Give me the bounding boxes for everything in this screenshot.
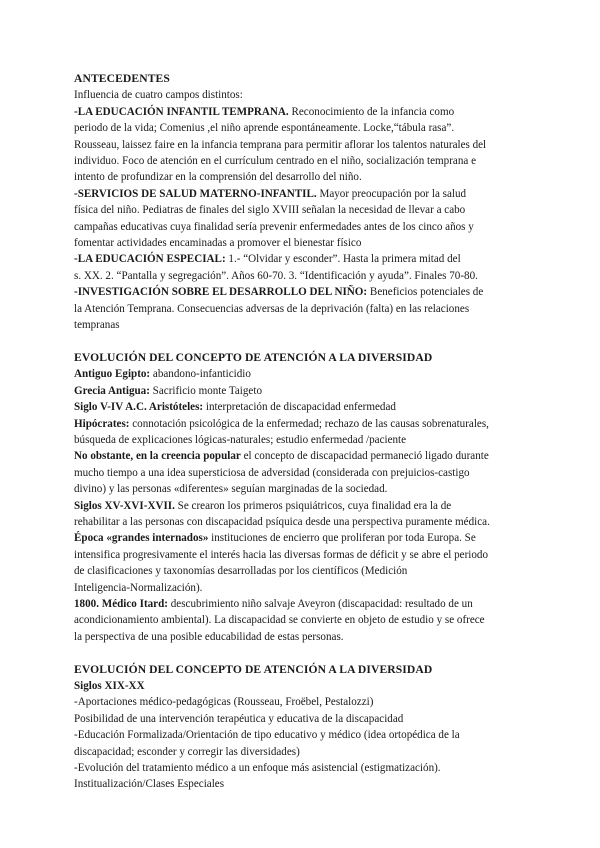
text-line xyxy=(74,383,540,399)
text-run: Se crearon los primeros psiquiátricos, cuya finalidad era la de xyxy=(174,499,452,512)
text-run: instituciones de encierro que proliferan por toda Europa. Se xyxy=(208,532,476,545)
text-run: mucho tiempo a una idea supersticiosa de adversidad (considerada con prejuicios-castigo xyxy=(74,466,470,479)
bold-term: No obstante, en la creencia popular xyxy=(74,450,241,463)
text-line xyxy=(74,481,540,497)
text-line xyxy=(74,416,540,432)
text-line xyxy=(74,760,540,776)
text-line xyxy=(74,268,540,284)
text-line xyxy=(74,235,540,251)
text-run: connotación psicológica de la enfermedad; rechazo de las causas sobrenaturales, xyxy=(129,417,489,430)
text-line xyxy=(74,694,540,710)
text-line xyxy=(74,432,540,448)
text-line xyxy=(74,448,540,464)
bold-term: Hipócrates: xyxy=(74,417,130,430)
section-heading: EVOLUCIÓN DEL CONCEPTO DE ATENCIÓN A LA DIVERSIDAD xyxy=(74,662,433,676)
text-run: intento de profundizar en la comprensión del desarrollo del niño. xyxy=(74,171,362,184)
text-run: interpretación de discapacidad enfermedad xyxy=(203,401,396,414)
text-line xyxy=(74,530,540,546)
text-run: intensifica progresivamente el interés hacia las diversas formas de déficit y se abre el periodo xyxy=(74,548,489,561)
text-line xyxy=(74,612,540,628)
text-line xyxy=(74,399,540,415)
text-run: física del niño. Pediatras de finales del siglo XVIII señalan la necesidad de llevar a cabo xyxy=(74,204,466,217)
text-run: rehabilitar a las personas con discapacidad psíquica desde una perspectiva puramente médica. xyxy=(74,515,490,528)
document-page xyxy=(74,71,540,793)
text-run: campañas educativas cuya finalidad sería prevenir enfermedades antes de los cinco años y xyxy=(74,220,474,233)
text-run: el concepto de discapacidad permaneció ligado durante xyxy=(240,450,489,463)
text-line xyxy=(74,202,540,218)
text-line xyxy=(74,153,540,169)
text-run: Rousseau, laissez faire en la infancia temprana para permitir aflorar los talentos naturales del xyxy=(74,138,487,151)
text-run: Reconocimiento de la infancia como xyxy=(288,105,455,118)
text-line xyxy=(74,186,540,202)
text-run: individuo. Foco de atención en el currículum centrado en el niño, socialización temprana e xyxy=(74,155,477,168)
text-line xyxy=(74,580,540,596)
section-heading: EVOLUCIÓN DEL CONCEPTO DE ATENCIÓN A LA DIVERSIDAD xyxy=(74,350,433,364)
bold-term: -SERVICIOS DE SALUD MATERNO-INFANTIL. xyxy=(74,187,317,200)
text-run: s. XX. 2. “Pantalla y segregación”. Años 60-70. 3. “Identificación y ayuda”. Finales 70-80. xyxy=(74,269,478,282)
bold-term: Siglos XV-XVI-XVII. xyxy=(74,499,175,512)
text-line xyxy=(74,251,540,267)
bold-term: -LA EDUCACIÓN INFANTIL TEMPRANA. xyxy=(74,105,289,118)
text-line xyxy=(74,596,540,612)
text-run: divino) y las personas «diferentes» seguían marginadas de la sociedad. xyxy=(74,483,388,496)
text-line xyxy=(74,629,540,645)
bold-term: -INVESTIGACIÓN SOBRE EL DESARROLLO DEL NIÑO: xyxy=(74,286,368,299)
text-run: acondicionamiento ambiental). La discapacidad se convierte en objeto de estudio y se ofrece xyxy=(74,614,485,627)
text-run: -Aportaciones médico-pedagógicas (Rousseau, Froëbel, Pestalozzi) xyxy=(74,696,374,709)
text-line xyxy=(74,498,540,514)
text-line xyxy=(74,301,540,317)
text-line xyxy=(74,284,540,300)
text-line xyxy=(74,219,540,235)
bold-term: Siglos XIX-XX xyxy=(74,680,145,692)
text-run: Influencia de cuatro campos distintos: xyxy=(74,89,243,102)
text-line xyxy=(74,137,540,153)
text-run: -Educación Formalizada/Orientación de tipo educativo y médico (idea ortopédica de la xyxy=(74,729,460,742)
text-run: -Evolución del tratamiento médico a un enfoque más asistencial (estigmatización). xyxy=(74,762,441,775)
text-line xyxy=(74,366,540,382)
bold-term: -LA EDUCACIÓN ESPECIAL: xyxy=(74,253,226,266)
text-run: Beneficios potenciales de xyxy=(367,286,484,299)
text-run: Posibilidad de una intervención terapéutica y educativa de la discapacidad xyxy=(74,712,404,725)
section-antecedentes xyxy=(74,71,540,334)
text-run: la perspectiva de una posible educabilidad de estas personas. xyxy=(74,630,344,643)
text-run: discapacidad; esconder y corregir las diversidades) xyxy=(74,745,300,758)
section-evolucion-2 xyxy=(74,662,540,793)
text-line xyxy=(74,465,540,481)
text-run: la Atención Temprana. Consecuencias adversas de la deprivación (falta) en las relaciones xyxy=(74,302,470,315)
text-run: periodo de la vida; Comenius ,el niño aprende espontáneamente. Locke,“tábula rasa”. xyxy=(74,122,455,135)
bold-term: Antiguo Egipto: xyxy=(74,368,151,381)
bold-term: 1800. Médico Itard: xyxy=(74,597,168,610)
text-run: tempranas xyxy=(74,319,120,332)
text-line xyxy=(74,120,540,136)
text-line xyxy=(74,514,540,530)
bold-term: Época «grandes internados» xyxy=(74,532,209,545)
text-run: 1.- “Olvidar y esconder”. Hasta la primera mitad del xyxy=(225,253,461,266)
section-evolucion-1 xyxy=(74,350,540,645)
text-line xyxy=(74,727,540,743)
bold-term: Grecia Antigua: xyxy=(74,384,150,397)
bold-term: Siglo V-IV A.C. Aristóteles: xyxy=(74,401,204,414)
text-run: fomentar actividades encaminadas a promover el bienestar físico xyxy=(74,237,362,250)
text-run: Sacrificio monte Taigeto xyxy=(149,384,262,397)
text-line xyxy=(74,317,540,333)
text-run: Institualización/Clases Especiales xyxy=(74,778,225,791)
text-line xyxy=(74,547,540,563)
text-line xyxy=(74,87,540,103)
text-line xyxy=(74,104,540,120)
text-run: búsqueda de explicaciones lógicas-naturales; estudio enfermedad /paciente xyxy=(74,433,407,446)
text-run: Mayor preocupación por la salud xyxy=(316,187,467,200)
text-line xyxy=(74,711,540,727)
text-run: de clasificaciones y taxonomías desarrolladas por los científicos (Medición xyxy=(74,565,408,578)
text-run: descubrimiento niño salvaje Aveyron (discapacidad: resultado de un xyxy=(167,597,473,610)
text-line xyxy=(74,776,540,792)
text-line xyxy=(74,563,540,579)
section-heading: ANTECEDENTES xyxy=(74,72,170,85)
text-line xyxy=(74,744,540,760)
text-line xyxy=(74,678,540,694)
text-run: abandono-infanticidio xyxy=(150,368,251,381)
text-line xyxy=(74,169,540,185)
text-run: Inteligencia-Normalización). xyxy=(74,581,203,594)
